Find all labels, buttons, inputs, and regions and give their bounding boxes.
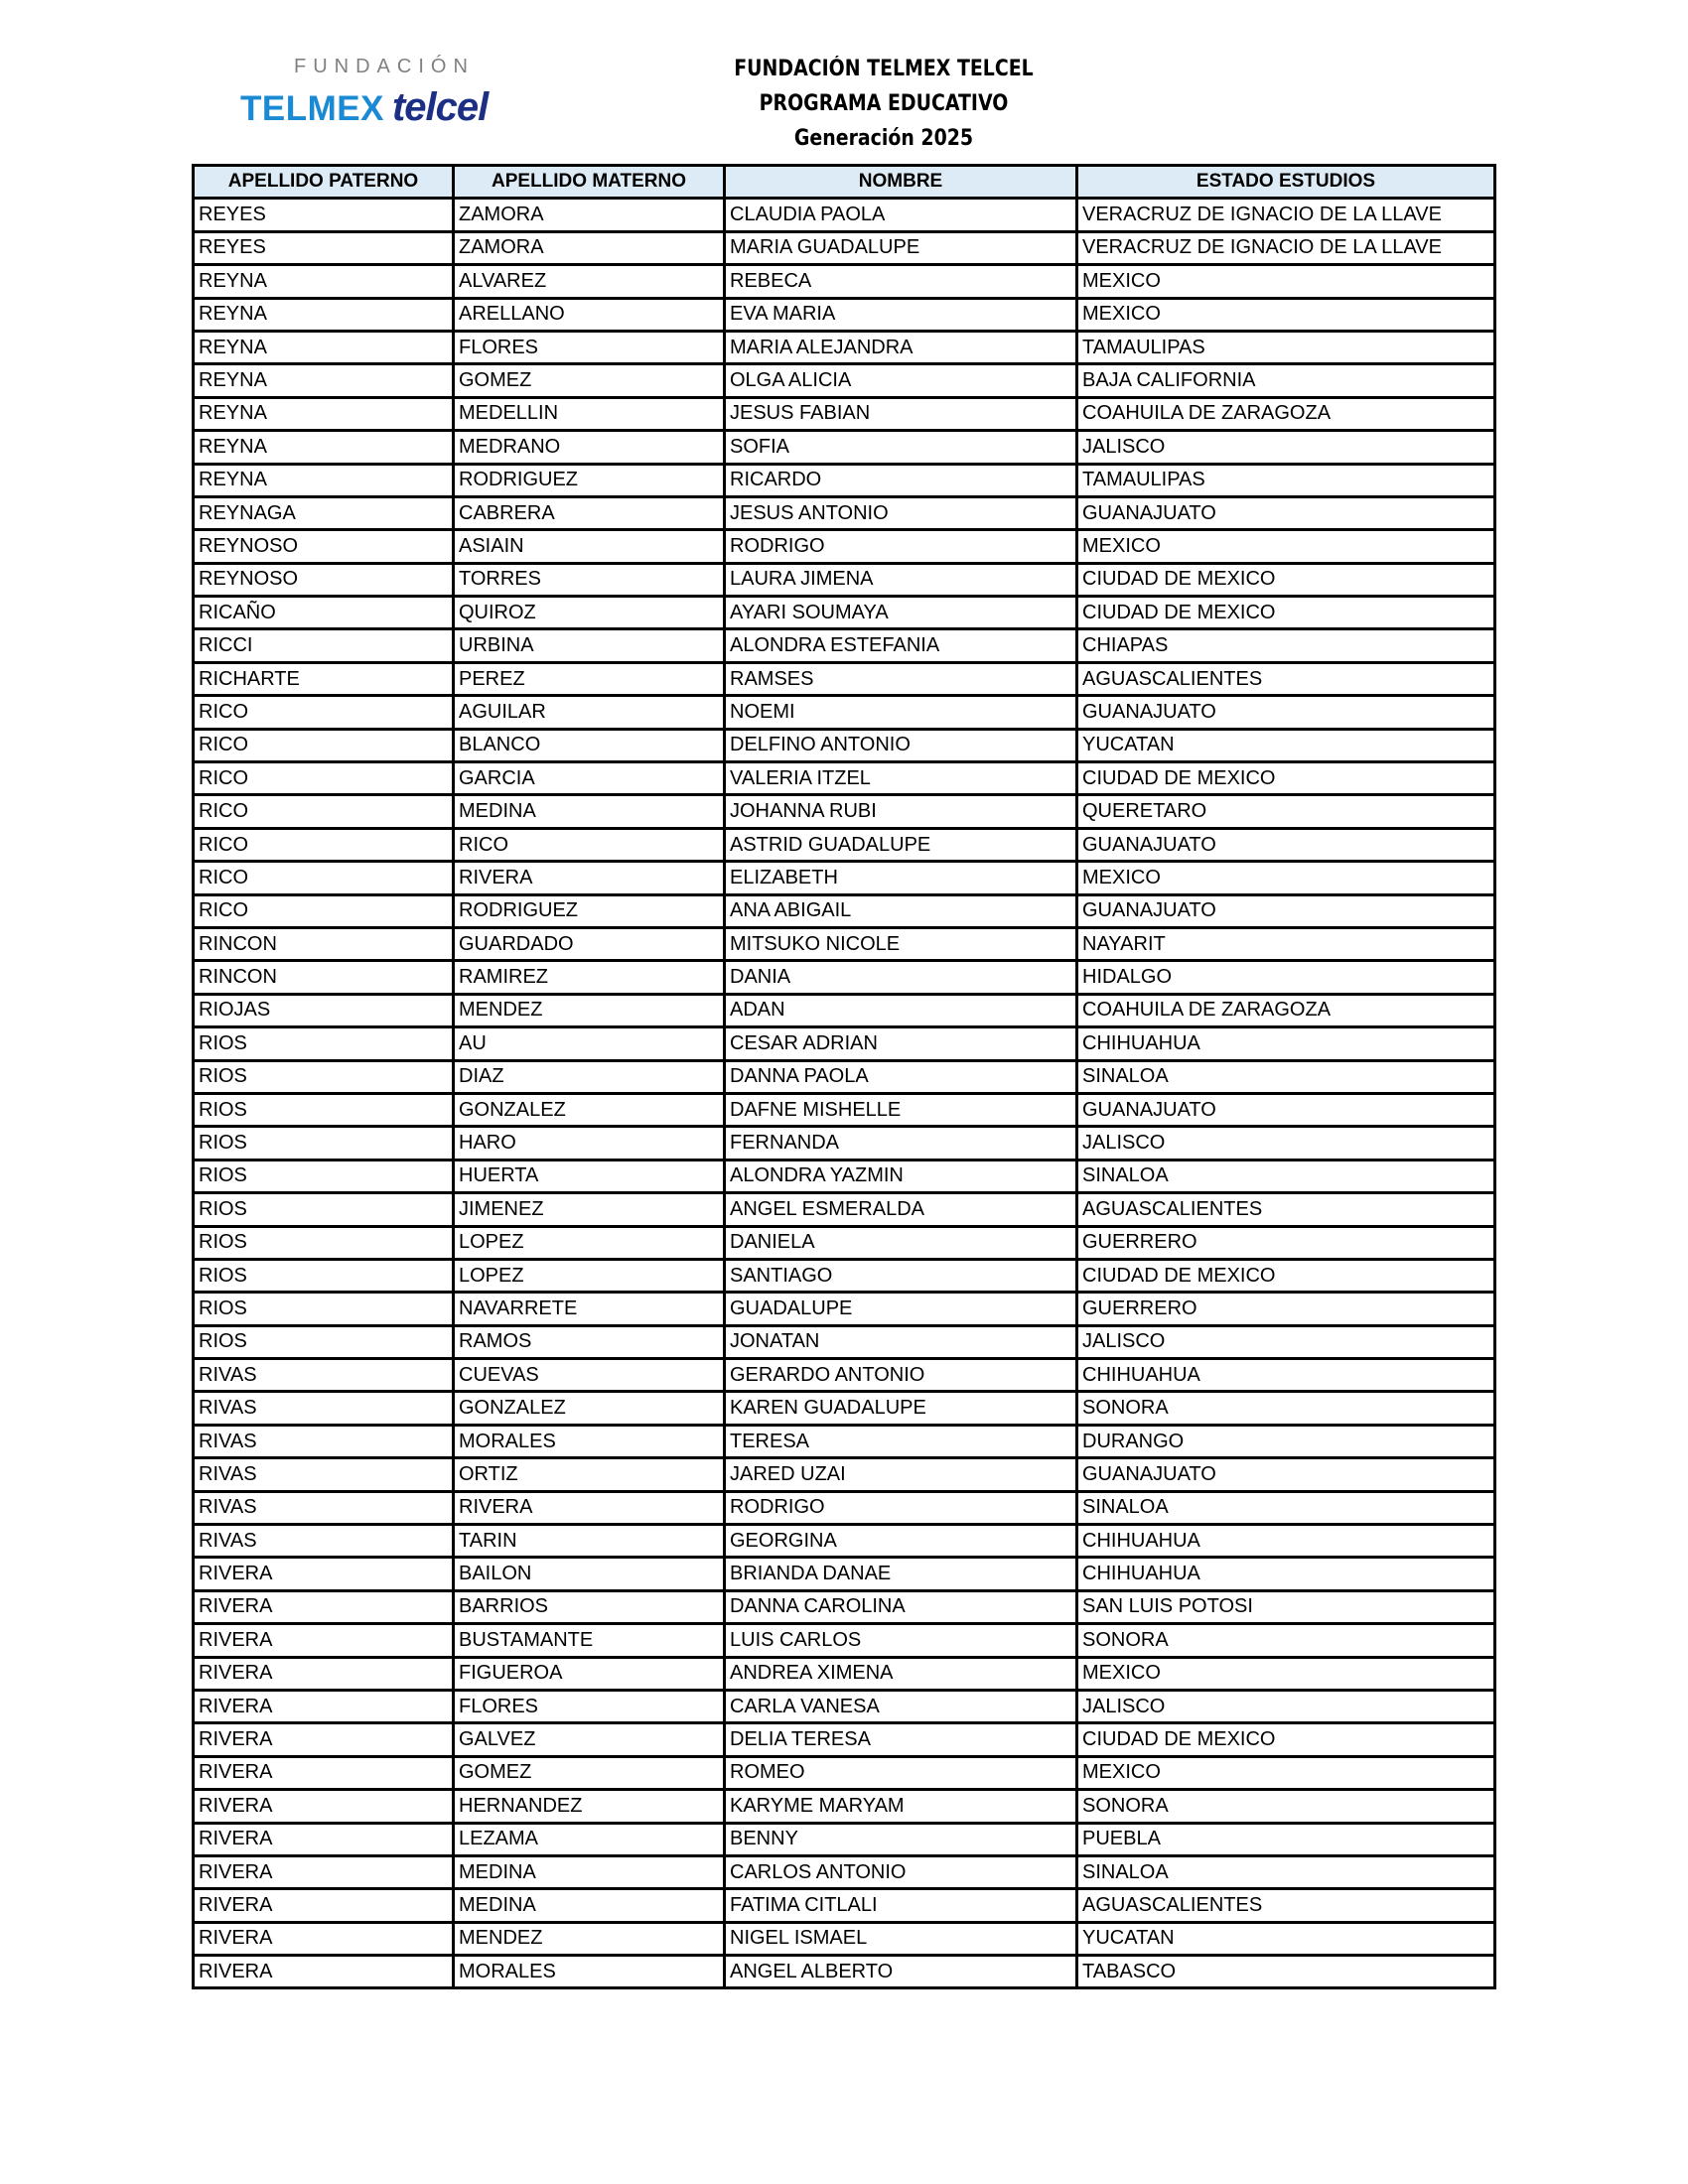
- cell-apellido-materno: MENDEZ: [454, 994, 725, 1026]
- cell-apellido-paterno: RIOS: [194, 1060, 454, 1093]
- cell-apellido-materno: QUIROZ: [454, 597, 725, 629]
- cell-estado-estudios: CIUDAD DE MEXICO: [1077, 597, 1495, 629]
- cell-nombre: NIGEL ISMAEL: [725, 1922, 1077, 1955]
- cell-nombre: ASTRID GUADALUPE: [725, 828, 1077, 861]
- cell-apellido-paterno: RIVERA: [194, 1956, 454, 1988]
- cell-apellido-paterno: RIVERA: [194, 1855, 454, 1888]
- table-row: [194, 1922, 1495, 1955]
- table-row: [194, 1259, 1495, 1292]
- cell-nombre: RODRIGO: [725, 530, 1077, 563]
- cell-estado-estudios: JALISCO: [1077, 1690, 1495, 1722]
- cell-nombre: LAURA JIMENA: [725, 563, 1077, 596]
- cell-apellido-materno: MEDRANO: [454, 431, 725, 464]
- cell-apellido-paterno: RIOS: [194, 1027, 454, 1060]
- table-row: [194, 1392, 1495, 1425]
- cell-estado-estudios: MEXICO: [1077, 862, 1495, 894]
- cell-estado-estudios: JALISCO: [1077, 431, 1495, 464]
- table-row: [194, 1790, 1495, 1823]
- cell-nombre: DANIA: [725, 961, 1077, 994]
- table-row: [194, 1425, 1495, 1457]
- cell-apellido-materno: ARELLANO: [454, 298, 725, 331]
- cell-apellido-materno: LEZAMA: [454, 1823, 725, 1855]
- cell-estado-estudios: HIDALGO: [1077, 961, 1495, 994]
- table-row: [194, 1855, 1495, 1888]
- cell-apellido-materno: RICO: [454, 828, 725, 861]
- cell-apellido-paterno: RIVAS: [194, 1359, 454, 1392]
- cell-estado-estudios: GUANAJUATO: [1077, 696, 1495, 729]
- cell-apellido-materno: BLANCO: [454, 729, 725, 761]
- cell-estado-estudios: PUEBLA: [1077, 1823, 1495, 1855]
- cell-apellido-paterno: REYNA: [194, 364, 454, 397]
- table-row: [194, 597, 1495, 629]
- cell-estado-estudios: CIUDAD DE MEXICO: [1077, 563, 1495, 596]
- cell-nombre: JESUS FABIAN: [725, 397, 1077, 430]
- cell-nombre: CLAUDIA PAOLA: [725, 199, 1077, 231]
- cell-apellido-materno: TARIN: [454, 1525, 725, 1558]
- table-row: [194, 1325, 1495, 1358]
- table-row: [194, 1060, 1495, 1093]
- cell-apellido-paterno: RIOS: [194, 1259, 454, 1292]
- cell-apellido-paterno: RICHARTE: [194, 662, 454, 695]
- cell-nombre: SOFIA: [725, 431, 1077, 464]
- cell-estado-estudios: MEXICO: [1077, 530, 1495, 563]
- table-row: [194, 1458, 1495, 1491]
- cell-estado-estudios: SONORA: [1077, 1624, 1495, 1657]
- cell-nombre: NOEMI: [725, 696, 1077, 729]
- cell-nombre: JESUS ANTONIO: [725, 496, 1077, 529]
- cell-apellido-materno: FIGUEROA: [454, 1657, 725, 1690]
- cell-apellido-paterno: RICO: [194, 795, 454, 828]
- cell-apellido-materno: AU: [454, 1027, 725, 1060]
- cell-apellido-paterno: RICO: [194, 862, 454, 894]
- table-row: [194, 1193, 1495, 1226]
- cell-estado-estudios: MEXICO: [1077, 1657, 1495, 1690]
- cell-nombre: RODRIGO: [725, 1491, 1077, 1524]
- cell-apellido-materno: MEDELLIN: [454, 397, 725, 430]
- cell-apellido-materno: RIVERA: [454, 1491, 725, 1524]
- table-row: [194, 1525, 1495, 1558]
- cell-apellido-paterno: RIVERA: [194, 1690, 454, 1722]
- table-row: [194, 729, 1495, 761]
- cell-apellido-materno: PEREZ: [454, 662, 725, 695]
- cell-apellido-materno: MORALES: [454, 1425, 725, 1457]
- cell-estado-estudios: NAYARIT: [1077, 927, 1495, 960]
- table-row: [194, 199, 1495, 231]
- table-row: [194, 1756, 1495, 1789]
- cell-nombre: CARLOS ANTONIO: [725, 1855, 1077, 1888]
- cell-nombre: MARIA GUADALUPE: [725, 231, 1077, 264]
- cell-apellido-paterno: RIOJAS: [194, 994, 454, 1026]
- cell-apellido-materno: HUERTA: [454, 1160, 725, 1192]
- cell-apellido-paterno: RICO: [194, 762, 454, 795]
- cell-nombre: VALERIA ITZEL: [725, 762, 1077, 795]
- cell-apellido-materno: LOPEZ: [454, 1226, 725, 1259]
- students-table: [192, 164, 1496, 1989]
- table-row: [194, 530, 1495, 563]
- cell-estado-estudios: JALISCO: [1077, 1127, 1495, 1160]
- cell-apellido-materno: RODRIGUEZ: [454, 464, 725, 496]
- cell-apellido-materno: URBINA: [454, 629, 725, 662]
- cell-estado-estudios: TABASCO: [1077, 1956, 1495, 1988]
- table-row: [194, 927, 1495, 960]
- cell-apellido-paterno: RICO: [194, 696, 454, 729]
- cell-apellido-paterno: RIVERA: [194, 1823, 454, 1855]
- table-body: [194, 199, 1495, 1988]
- cell-apellido-paterno: RIOS: [194, 1325, 454, 1358]
- cell-estado-estudios: SINALOA: [1077, 1491, 1495, 1524]
- cell-apellido-materno: FLORES: [454, 331, 725, 363]
- cell-apellido-paterno: RIVERA: [194, 1756, 454, 1789]
- cell-apellido-materno: NAVARRETE: [454, 1293, 725, 1325]
- table-row: [194, 1690, 1495, 1722]
- table-row: [194, 795, 1495, 828]
- table-row: [194, 1293, 1495, 1325]
- table-row: [194, 1359, 1495, 1392]
- cell-apellido-paterno: RIOS: [194, 1093, 454, 1126]
- cell-apellido-materno: MEDINA: [454, 1889, 725, 1922]
- cell-apellido-paterno: RIVAS: [194, 1458, 454, 1491]
- cell-apellido-paterno: RIOS: [194, 1293, 454, 1325]
- table-row: [194, 1027, 1495, 1060]
- table-row: [194, 1127, 1495, 1160]
- table-row: [194, 298, 1495, 331]
- cell-apellido-paterno: RIOS: [194, 1193, 454, 1226]
- cell-estado-estudios: MEXICO: [1077, 265, 1495, 298]
- cell-estado-estudios: YUCATAN: [1077, 729, 1495, 761]
- cell-apellido-paterno: RICCI: [194, 629, 454, 662]
- cell-apellido-materno: ALVAREZ: [454, 265, 725, 298]
- table-row: [194, 431, 1495, 464]
- cell-estado-estudios: SAN LUIS POTOSI: [1077, 1590, 1495, 1623]
- table-row: [194, 629, 1495, 662]
- cell-nombre: ANA ABIGAIL: [725, 894, 1077, 927]
- logo-brand: [240, 85, 488, 130]
- table-row: [194, 1657, 1495, 1690]
- cell-apellido-materno: GALVEZ: [454, 1723, 725, 1756]
- cell-apellido-paterno: RIVAS: [194, 1525, 454, 1558]
- cell-apellido-paterno: RIVERA: [194, 1657, 454, 1690]
- table-row: [194, 1226, 1495, 1259]
- header-generation-title: Generación 2025: [793, 126, 974, 151]
- table-row: [194, 1956, 1495, 1988]
- cell-nombre: DAFNE MISHELLE: [725, 1093, 1077, 1126]
- cell-estado-estudios: COAHUILA DE ZARAGOZA: [1077, 397, 1495, 430]
- cell-apellido-paterno: RIVERA: [194, 1790, 454, 1823]
- cell-estado-estudios: QUERETARO: [1077, 795, 1495, 828]
- logo-telcel-text: telcel: [391, 85, 489, 129]
- cell-apellido-paterno: RIOS: [194, 1127, 454, 1160]
- cell-nombre: JOHANNA RUBI: [725, 795, 1077, 828]
- table-row: [194, 265, 1495, 298]
- cell-apellido-materno: HARO: [454, 1127, 725, 1160]
- cell-apellido-paterno: RICO: [194, 729, 454, 761]
- table-row: [194, 1723, 1495, 1756]
- cell-apellido-materno: LOPEZ: [454, 1259, 725, 1292]
- cell-nombre: BRIANDA DANAE: [725, 1558, 1077, 1590]
- cell-estado-estudios: VERACRUZ DE IGNACIO DE LA LLAVE: [1077, 199, 1495, 231]
- cell-nombre: BENNY: [725, 1823, 1077, 1855]
- cell-estado-estudios: CIUDAD DE MEXICO: [1077, 1723, 1495, 1756]
- logo-telmex-text: TELMEX: [240, 89, 384, 128]
- cell-apellido-paterno: REYNA: [194, 431, 454, 464]
- cell-estado-estudios: BAJA CALIFORNIA: [1077, 364, 1495, 397]
- header-foundation-title: FUNDACIÓN TELMEX TELCEL: [734, 57, 1034, 81]
- cell-apellido-materno: BAILON: [454, 1558, 725, 1590]
- cell-apellido-materno: CUEVAS: [454, 1359, 725, 1392]
- cell-apellido-paterno: REYES: [194, 199, 454, 231]
- table-row: [194, 994, 1495, 1026]
- cell-apellido-materno: ZAMORA: [454, 199, 725, 231]
- cell-apellido-materno: GARCIA: [454, 762, 725, 795]
- cell-nombre: LUIS CARLOS: [725, 1624, 1077, 1657]
- cell-apellido-paterno: RINCON: [194, 961, 454, 994]
- cell-apellido-paterno: RIVAS: [194, 1392, 454, 1425]
- cell-nombre: OLGA ALICIA: [725, 364, 1077, 397]
- cell-estado-estudios: CHIHUAHUA: [1077, 1027, 1495, 1060]
- cell-nombre: JONATAN: [725, 1325, 1077, 1358]
- cell-estado-estudios: JALISCO: [1077, 1325, 1495, 1358]
- cell-apellido-paterno: RICO: [194, 894, 454, 927]
- cell-apellido-paterno: REYES: [194, 231, 454, 264]
- cell-nombre: DANNA PAOLA: [725, 1060, 1077, 1093]
- cell-estado-estudios: CHIHUAHUA: [1077, 1359, 1495, 1392]
- table-row: [194, 364, 1495, 397]
- cell-estado-estudios: CIUDAD DE MEXICO: [1077, 762, 1495, 795]
- table-row: [194, 464, 1495, 496]
- table-row: [194, 894, 1495, 927]
- cell-estado-estudios: GUANAJUATO: [1077, 828, 1495, 861]
- column-header-apellido-materno: APELLIDO MATERNO: [454, 166, 725, 199]
- cell-nombre: EVA MARIA: [725, 298, 1077, 331]
- table-row: [194, 862, 1495, 894]
- logo-fundacion-text: FUNDACIÓN: [294, 56, 475, 77]
- cell-nombre: DELFINO ANTONIO: [725, 729, 1077, 761]
- cell-nombre: GERARDO ANTONIO: [725, 1359, 1077, 1392]
- cell-apellido-materno: BUSTAMANTE: [454, 1624, 725, 1657]
- table-row: [194, 1558, 1495, 1590]
- cell-apellido-paterno: RINCON: [194, 927, 454, 960]
- cell-nombre: FERNANDA: [725, 1127, 1077, 1160]
- cell-apellido-materno: GOMEZ: [454, 364, 725, 397]
- cell-nombre: RAMSES: [725, 662, 1077, 695]
- table-row: [194, 961, 1495, 994]
- cell-nombre: CESAR ADRIAN: [725, 1027, 1077, 1060]
- cell-apellido-materno: HERNANDEZ: [454, 1790, 725, 1823]
- table-row: [194, 1093, 1495, 1126]
- cell-estado-estudios: COAHUILA DE ZARAGOZA: [1077, 994, 1495, 1026]
- table-row: [194, 496, 1495, 529]
- document-header: [536, 52, 1231, 156]
- cell-estado-estudios: CHIHUAHUA: [1077, 1525, 1495, 1558]
- cell-apellido-paterno: RIVERA: [194, 1723, 454, 1756]
- cell-apellido-paterno: REYNA: [194, 331, 454, 363]
- cell-estado-estudios: SONORA: [1077, 1790, 1495, 1823]
- cell-nombre: RICARDO: [725, 464, 1077, 496]
- cell-nombre: ROMEO: [725, 1756, 1077, 1789]
- cell-nombre: TERESA: [725, 1425, 1077, 1457]
- cell-estado-estudios: TAMAULIPAS: [1077, 464, 1495, 496]
- cell-apellido-paterno: REYNOSO: [194, 530, 454, 563]
- table-row: [194, 828, 1495, 861]
- cell-apellido-paterno: RIOS: [194, 1160, 454, 1192]
- cell-apellido-materno: RAMIREZ: [454, 961, 725, 994]
- cell-apellido-materno: TORRES: [454, 563, 725, 596]
- cell-apellido-paterno: RIVERA: [194, 1889, 454, 1922]
- cell-nombre: ANDREA XIMENA: [725, 1657, 1077, 1690]
- cell-apellido-paterno: RICAÑO: [194, 597, 454, 629]
- cell-nombre: ELIZABETH: [725, 862, 1077, 894]
- cell-nombre: AYARI SOUMAYA: [725, 597, 1077, 629]
- cell-apellido-materno: DIAZ: [454, 1060, 725, 1093]
- cell-apellido-materno: MORALES: [454, 1956, 725, 1988]
- cell-estado-estudios: MEXICO: [1077, 1756, 1495, 1789]
- cell-apellido-materno: GONZALEZ: [454, 1093, 725, 1126]
- cell-nombre: CARLA VANESA: [725, 1690, 1077, 1722]
- cell-apellido-materno: RIVERA: [454, 862, 725, 894]
- cell-estado-estudios: VERACRUZ DE IGNACIO DE LA LLAVE: [1077, 231, 1495, 264]
- cell-nombre: SANTIAGO: [725, 1259, 1077, 1292]
- table-header-row: [194, 166, 1495, 199]
- cell-apellido-materno: GONZALEZ: [454, 1392, 725, 1425]
- cell-nombre: GUADALUPE: [725, 1293, 1077, 1325]
- cell-estado-estudios: CHIHUAHUA: [1077, 1558, 1495, 1590]
- cell-apellido-paterno: RIVERA: [194, 1922, 454, 1955]
- cell-apellido-paterno: REYNA: [194, 397, 454, 430]
- cell-estado-estudios: AGUASCALIENTES: [1077, 1889, 1495, 1922]
- cell-estado-estudios: GUERRERO: [1077, 1226, 1495, 1259]
- cell-apellido-paterno: RICO: [194, 828, 454, 861]
- cell-estado-estudios: AGUASCALIENTES: [1077, 662, 1495, 695]
- cell-apellido-materno: ZAMORA: [454, 231, 725, 264]
- table-row: [194, 1590, 1495, 1623]
- column-header-apellido-paterno: APELLIDO PATERNO: [194, 166, 454, 199]
- cell-estado-estudios: GUANAJUATO: [1077, 1093, 1495, 1126]
- cell-apellido-materno: AGUILAR: [454, 696, 725, 729]
- cell-nombre: GEORGINA: [725, 1525, 1077, 1558]
- cell-estado-estudios: YUCATAN: [1077, 1922, 1495, 1955]
- table-row: [194, 563, 1495, 596]
- cell-apellido-paterno: REYNA: [194, 298, 454, 331]
- cell-nombre: DELIA TERESA: [725, 1723, 1077, 1756]
- cell-estado-estudios: MEXICO: [1077, 298, 1495, 331]
- cell-apellido-paterno: RIVAS: [194, 1425, 454, 1457]
- table-row: [194, 1160, 1495, 1192]
- cell-nombre: DANNA CAROLINA: [725, 1590, 1077, 1623]
- cell-nombre: ALONDRA YAZMIN: [725, 1160, 1077, 1192]
- cell-estado-estudios: DURANGO: [1077, 1425, 1495, 1457]
- cell-nombre: MITSUKO NICOLE: [725, 927, 1077, 960]
- table-row: [194, 662, 1495, 695]
- cell-apellido-materno: RAMOS: [454, 1325, 725, 1358]
- cell-apellido-paterno: RIVERA: [194, 1590, 454, 1623]
- cell-apellido-paterno: RIVERA: [194, 1624, 454, 1657]
- cell-apellido-materno: MEDINA: [454, 1855, 725, 1888]
- cell-nombre: KAREN GUADALUPE: [725, 1392, 1077, 1425]
- cell-apellido-paterno: RIVERA: [194, 1558, 454, 1590]
- cell-nombre: DANIELA: [725, 1226, 1077, 1259]
- table-row: [194, 1823, 1495, 1855]
- cell-nombre: ANGEL ALBERTO: [725, 1956, 1077, 1988]
- cell-apellido-paterno: RIOS: [194, 1226, 454, 1259]
- cell-nombre: ALONDRA ESTEFANIA: [725, 629, 1077, 662]
- cell-apellido-paterno: REYNAGA: [194, 496, 454, 529]
- cell-nombre: KARYME MARYAM: [725, 1790, 1077, 1823]
- cell-nombre: FATIMA CITLALI: [725, 1889, 1077, 1922]
- cell-apellido-materno: ASIAIN: [454, 530, 725, 563]
- cell-estado-estudios: CHIAPAS: [1077, 629, 1495, 662]
- cell-estado-estudios: GUANAJUATO: [1077, 496, 1495, 529]
- cell-estado-estudios: GUERRERO: [1077, 1293, 1495, 1325]
- table-row: [194, 762, 1495, 795]
- cell-nombre: MARIA ALEJANDRA: [725, 331, 1077, 363]
- cell-apellido-materno: JIMENEZ: [454, 1193, 725, 1226]
- column-header-nombre: NOMBRE: [725, 166, 1077, 199]
- table-row: [194, 397, 1495, 430]
- cell-estado-estudios: SINALOA: [1077, 1160, 1495, 1192]
- table-row: [194, 1491, 1495, 1524]
- cell-estado-estudios: CIUDAD DE MEXICO: [1077, 1259, 1495, 1292]
- cell-nombre: JARED UZAI: [725, 1458, 1077, 1491]
- table-row: [194, 1624, 1495, 1657]
- cell-estado-estudios: GUANAJUATO: [1077, 894, 1495, 927]
- cell-estado-estudios: GUANAJUATO: [1077, 1458, 1495, 1491]
- cell-apellido-paterno: REYNOSO: [194, 563, 454, 596]
- cell-apellido-materno: BARRIOS: [454, 1590, 725, 1623]
- table-row: [194, 331, 1495, 363]
- column-header-estado-estudios: ESTADO ESTUDIOS: [1077, 166, 1495, 199]
- cell-apellido-materno: RODRIGUEZ: [454, 894, 725, 927]
- cell-apellido-paterno: RIVAS: [194, 1491, 454, 1524]
- cell-apellido-materno: GUARDADO: [454, 927, 725, 960]
- cell-apellido-materno: MEDINA: [454, 795, 725, 828]
- table-row: [194, 1889, 1495, 1922]
- fundacion-telmex-telcel-logo: [238, 56, 546, 129]
- cell-estado-estudios: SINALOA: [1077, 1855, 1495, 1888]
- cell-nombre: REBECA: [725, 265, 1077, 298]
- cell-estado-estudios: SINALOA: [1077, 1060, 1495, 1093]
- table-row: [194, 231, 1495, 264]
- cell-apellido-materno: GOMEZ: [454, 1756, 725, 1789]
- cell-estado-estudios: TAMAULIPAS: [1077, 331, 1495, 363]
- cell-apellido-materno: CABRERA: [454, 496, 725, 529]
- cell-nombre: ADAN: [725, 994, 1077, 1026]
- cell-apellido-materno: ORTIZ: [454, 1458, 725, 1491]
- cell-estado-estudios: AGUASCALIENTES: [1077, 1193, 1495, 1226]
- cell-apellido-materno: FLORES: [454, 1690, 725, 1722]
- cell-apellido-paterno: REYNA: [194, 464, 454, 496]
- cell-estado-estudios: SONORA: [1077, 1392, 1495, 1425]
- cell-apellido-materno: MENDEZ: [454, 1922, 725, 1955]
- cell-nombre: ANGEL ESMERALDA: [725, 1193, 1077, 1226]
- table-row: [194, 696, 1495, 729]
- header-program-title: PROGRAMA EDUCATIVO: [759, 91, 1009, 116]
- cell-apellido-paterno: REYNA: [194, 265, 454, 298]
